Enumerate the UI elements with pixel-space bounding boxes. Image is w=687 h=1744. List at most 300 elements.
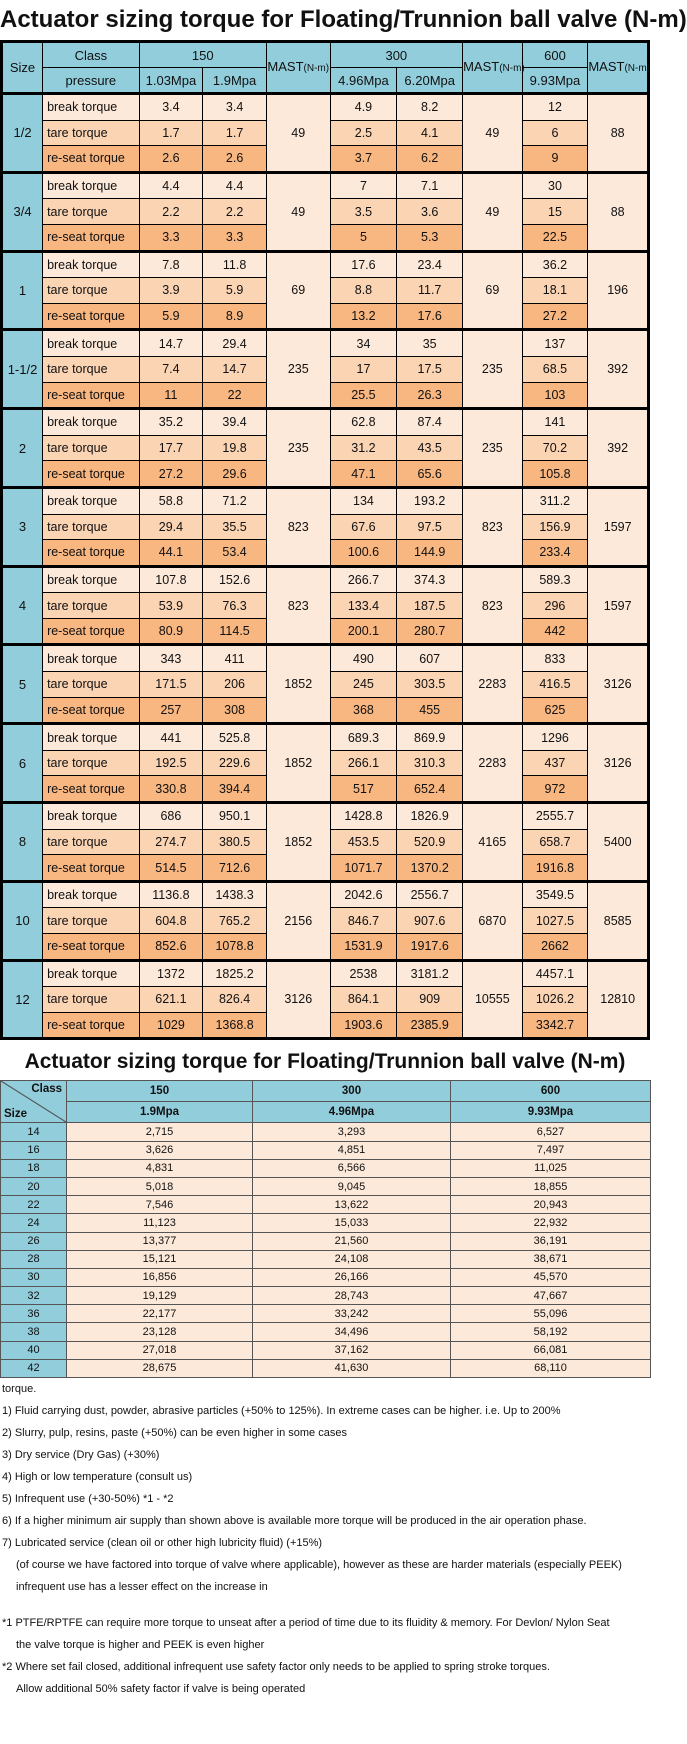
torque-value: 34 — [330, 330, 397, 357]
torque-value: 589.3 — [522, 566, 588, 593]
torque-value: 520.9 — [397, 829, 463, 855]
mast-value: 2283 — [463, 645, 523, 724]
torque-value: 5.9 — [139, 303, 203, 330]
torque-value: 44.1 — [139, 540, 203, 567]
torque-value: 311.2 — [522, 487, 588, 514]
header-pressure-4-96: 4.96Mpa — [253, 1102, 451, 1123]
torque-value: 229.6 — [203, 750, 267, 776]
torque-type-label: re-seat torque — [43, 618, 140, 645]
header-class-300: 300 — [330, 42, 462, 68]
torque-value: 23,128 — [67, 1323, 253, 1341]
torque-value: 14.7 — [139, 330, 203, 357]
torque-value: 26,166 — [253, 1268, 451, 1286]
mast-value: 196 — [588, 251, 649, 330]
torque-value: 607 — [397, 645, 463, 672]
table-row — [2, 330, 649, 357]
torque-type-label: break torque — [43, 724, 140, 751]
mast-value: 6870 — [463, 881, 523, 960]
torque-value: 2042.6 — [330, 881, 397, 908]
torque-value: 105.8 — [522, 461, 588, 488]
torque-value: 26.3 — [397, 382, 463, 409]
torque-value: 2556.7 — [397, 881, 463, 908]
torque-value: 274.7 — [139, 829, 203, 855]
torque-value: 62.8 — [330, 409, 397, 436]
torque-type-label: re-seat torque — [43, 224, 140, 251]
torque-value: 19,129 — [67, 1287, 253, 1305]
table-row — [2, 724, 649, 751]
torque-value: 141 — [522, 409, 588, 436]
torque-value: 193.2 — [397, 487, 463, 514]
mast-value: 10555 — [463, 960, 523, 1039]
mast-value: 2283 — [463, 724, 523, 803]
header-class-150: 150 — [139, 42, 266, 68]
size-cell: 40 — [1, 1341, 67, 1359]
torque-value: 3.9 — [139, 278, 203, 304]
table-row — [2, 645, 649, 672]
header-pressure-9-93: 9.93Mpa — [451, 1102, 651, 1123]
torque-value: 15 — [522, 199, 588, 225]
size-cell: 26 — [1, 1232, 67, 1250]
torque-value: 625 — [522, 697, 588, 724]
torque-table-small-sizes — [0, 40, 650, 1040]
size-cell: 14 — [1, 1123, 67, 1141]
torque-value: 2.2 — [139, 199, 203, 225]
torque-value: 3.3 — [203, 224, 267, 251]
header-mast-600: MAST(N-m) — [588, 42, 649, 94]
header-mast-300: MAST(N-m) — [463, 42, 523, 94]
torque-value: 134 — [330, 487, 397, 514]
torque-value: 4.1 — [397, 120, 463, 146]
table-row — [2, 172, 649, 199]
torque-type-label: tare torque — [43, 356, 140, 382]
torque-value: 233.4 — [522, 540, 588, 567]
torque-value: 7,497 — [451, 1141, 651, 1159]
torque-value: 65.6 — [397, 461, 463, 488]
torque-value: 21,560 — [253, 1232, 451, 1250]
torque-value: 2662 — [522, 934, 588, 961]
torque-value: 5,018 — [67, 1177, 253, 1195]
torque-type-label: tare torque — [43, 750, 140, 776]
torque-value: 152.6 — [203, 566, 267, 593]
table-row — [1, 1359, 651, 1377]
torque-value: 58.8 — [139, 487, 203, 514]
torque-type-label: tare torque — [43, 672, 140, 698]
torque-value: 658.7 — [522, 829, 588, 855]
torque-value: 97.5 — [397, 514, 463, 540]
torque-type-label: break torque — [43, 94, 140, 121]
torque-value: 1136.8 — [139, 881, 203, 908]
torque-type-label: break torque — [43, 566, 140, 593]
mast-value: 3126 — [266, 960, 330, 1039]
mast-value: 1852 — [266, 724, 330, 803]
torque-value: 2.2 — [203, 199, 267, 225]
header-pressure-9-93: 9.93Mpa — [522, 68, 588, 94]
torque-value: 1428.8 — [330, 803, 397, 830]
torque-value: 441 — [139, 724, 203, 751]
size-cell: 24 — [1, 1214, 67, 1232]
header-class-600: 600 — [522, 42, 588, 68]
torque-value: 28,743 — [253, 1287, 451, 1305]
torque-value: 15,033 — [253, 1214, 451, 1232]
torque-value: 14.7 — [203, 356, 267, 382]
torque-value: 35.2 — [139, 409, 203, 436]
header-pressure-1-03: 1.03Mpa — [139, 68, 203, 94]
note-4: 4) High or low temperature (consult us) — [2, 1471, 193, 1483]
size-cell: 8 — [2, 803, 43, 882]
torque-value: 76.3 — [203, 593, 267, 619]
table-row — [1, 1141, 651, 1159]
torque-value: 71.2 — [203, 487, 267, 514]
notes — [0, 1378, 650, 1700]
size-cell: 5 — [2, 645, 43, 724]
size-cell: 12 — [2, 960, 43, 1039]
torque-value: 852.6 — [139, 934, 203, 961]
size-cell: 3 — [2, 487, 43, 566]
torque-value: 437 — [522, 750, 588, 776]
torque-value: 330.8 — [139, 776, 203, 803]
size-cell: 4 — [2, 566, 43, 645]
torque-value: 206 — [203, 672, 267, 698]
size-cell: 32 — [1, 1287, 67, 1305]
torque-value: 103 — [522, 382, 588, 409]
torque-value: 4,831 — [67, 1159, 253, 1177]
torque-value: 6.2 — [397, 146, 463, 173]
torque-type-label: break torque — [43, 251, 140, 278]
torque-value: 525.8 — [203, 724, 267, 751]
torque-table-large-sizes — [0, 1080, 651, 1378]
torque-value: 13,622 — [253, 1196, 451, 1214]
mast-value: 69 — [266, 251, 330, 330]
torque-value: 192.5 — [139, 750, 203, 776]
mast-value: 88 — [588, 94, 649, 173]
torque-type-label: break torque — [43, 803, 140, 830]
torque-value: 34,496 — [253, 1323, 451, 1341]
size-cell: 20 — [1, 1177, 67, 1195]
torque-type-label: tare torque — [43, 829, 140, 855]
table-row — [1, 1287, 651, 1305]
table-row — [1, 1250, 651, 1268]
mast-value: 235 — [463, 409, 523, 488]
header-class-300: 300 — [253, 1081, 451, 1102]
torque-value: 13,377 — [67, 1232, 253, 1250]
mast-value: 69 — [463, 251, 523, 330]
size-cell: 1/2 — [2, 94, 43, 173]
footnote-1: *1 PTFE/RPTFE can require more torque to unseat after a period of time due to its fluidity & memory. For Devlon/ Nylon Seat — [2, 1617, 610, 1629]
torque-value: 156.9 — [522, 514, 588, 540]
torque-value: 4.9 — [330, 94, 397, 121]
table-row — [2, 487, 649, 514]
torque-value: 87.4 — [397, 409, 463, 436]
table-row — [2, 566, 649, 593]
size-cell: 18 — [1, 1159, 67, 1177]
mast-value: 12810 — [588, 960, 649, 1039]
torque-value: 41,630 — [253, 1359, 451, 1377]
torque-value: 950.1 — [203, 803, 267, 830]
mast-value: 823 — [463, 566, 523, 645]
torque-value: 2538 — [330, 960, 397, 987]
torque-type-label: re-seat torque — [43, 1012, 140, 1039]
torque-value: 13.2 — [330, 303, 397, 330]
torque-type-label: tare torque — [43, 120, 140, 146]
mast-value: 235 — [463, 330, 523, 409]
torque-value: 53.9 — [139, 593, 203, 619]
torque-value: 864.1 — [330, 987, 397, 1013]
size-cell: 10 — [2, 881, 43, 960]
header-class-size-corner — [1, 1081, 67, 1123]
torque-value: 686 — [139, 803, 203, 830]
torque-value: 1027.5 — [522, 908, 588, 934]
torque-value: 171.5 — [139, 672, 203, 698]
torque-value: 22,177 — [67, 1305, 253, 1323]
torque-value: 9,045 — [253, 1177, 451, 1195]
note-3: 3) Dry service (Dry Gas) (+30%) — [2, 1449, 160, 1461]
torque-value: 1029 — [139, 1012, 203, 1039]
torque-value: 1825.2 — [203, 960, 267, 987]
size-cell: 36 — [1, 1305, 67, 1323]
torque-value: 280.7 — [397, 618, 463, 645]
torque-value: 689.3 — [330, 724, 397, 751]
table-row — [1, 1305, 651, 1323]
header-pressure-6-20: 6.20Mpa — [397, 68, 463, 94]
torque-value: 907.6 — [397, 908, 463, 934]
torque-value: 8.8 — [330, 278, 397, 304]
torque-value: 416.5 — [522, 672, 588, 698]
table-row — [1, 1196, 651, 1214]
torque-type-label: re-seat torque — [43, 540, 140, 567]
size-cell: 42 — [1, 1359, 67, 1377]
note-7-detail-2: infrequent use has a lesser effect on the increase in — [16, 1581, 268, 1593]
mast-value: 4165 — [463, 803, 523, 882]
torque-value: 187.5 — [397, 593, 463, 619]
torque-type-label: tare torque — [43, 435, 140, 461]
footnote-2-cont: Allow additional 50% safety factor if valve is being operated — [16, 1683, 306, 1695]
header-pressure: pressure — [43, 68, 140, 94]
table-row — [2, 94, 649, 121]
torque-value: 67.6 — [330, 514, 397, 540]
torque-value: 29.6 — [203, 461, 267, 488]
torque-value: 9 — [522, 146, 588, 173]
torque-value: 4457.1 — [522, 960, 588, 987]
mast-value: 49 — [266, 94, 330, 173]
table-row — [1, 1341, 651, 1359]
torque-value: 343 — [139, 645, 203, 672]
torque-value: 38,671 — [451, 1250, 651, 1268]
table-row — [2, 960, 649, 987]
torque-value: 2.6 — [203, 146, 267, 173]
torque-value: 1071.7 — [330, 855, 397, 882]
torque-value: 368 — [330, 697, 397, 724]
torque-value: 1368.8 — [203, 1012, 267, 1039]
torque-value: 28,675 — [67, 1359, 253, 1377]
torque-value: 17.5 — [397, 356, 463, 382]
torque-type-label: re-seat torque — [43, 855, 140, 882]
torque-value: 27.2 — [522, 303, 588, 330]
torque-value: 43.5 — [397, 435, 463, 461]
table-row — [2, 803, 649, 830]
size-cell: 6 — [2, 724, 43, 803]
torque-value: 3.4 — [203, 94, 267, 121]
note-2: 2) Slurry, pulp, resins, paste (+50%) can be even higher in some cases — [2, 1427, 347, 1439]
torque-value: 1531.9 — [330, 934, 397, 961]
mast-value: 392 — [588, 330, 649, 409]
torque-value: 70.2 — [522, 435, 588, 461]
torque-type-label: tare torque — [43, 987, 140, 1013]
torque-value: 833 — [522, 645, 588, 672]
torque-value: 3.5 — [330, 199, 397, 225]
torque-value: 1438.3 — [203, 881, 267, 908]
torque-value: 11.7 — [397, 278, 463, 304]
torque-value: 517 — [330, 776, 397, 803]
torque-value: 411 — [203, 645, 267, 672]
size-cell: 2 — [2, 409, 43, 488]
header-pressure-1-9: 1.9Mpa — [203, 68, 267, 94]
header-mast-150: MAST(N-m) — [266, 42, 330, 94]
torque-value: 3,626 — [67, 1141, 253, 1159]
table-row — [1, 1323, 651, 1341]
torque-value: 1917.6 — [397, 934, 463, 961]
mast-value: 823 — [463, 487, 523, 566]
torque-value: 972 — [522, 776, 588, 803]
torque-value: 133.4 — [330, 593, 397, 619]
torque-value: 257 — [139, 697, 203, 724]
table-row — [1, 1177, 651, 1195]
torque-value: 18,855 — [451, 1177, 651, 1195]
torque-value: 4,851 — [253, 1141, 451, 1159]
torque-type-label: re-seat torque — [43, 697, 140, 724]
mast-value: 3126 — [588, 645, 649, 724]
torque-type-label: re-seat torque — [43, 382, 140, 409]
torque-value: 36.2 — [522, 251, 588, 278]
torque-type-label: tare torque — [43, 514, 140, 540]
torque-value: 11,025 — [451, 1159, 651, 1177]
torque-value: 68,110 — [451, 1359, 651, 1377]
torque-value: 3.3 — [139, 224, 203, 251]
torque-value: 455 — [397, 697, 463, 724]
table-row — [1, 1123, 651, 1141]
torque-value: 621.1 — [139, 987, 203, 1013]
torque-value: 27,018 — [67, 1341, 253, 1359]
torque-value: 27.2 — [139, 461, 203, 488]
torque-value: 30 — [522, 172, 588, 199]
note-7: 7) Lubricated service (clean oil or other high lubricity fluid) (+15%) — [2, 1537, 323, 1549]
torque-value: 114.5 — [203, 618, 267, 645]
torque-value: 107.8 — [139, 566, 203, 593]
table-row — [2, 251, 649, 278]
torque-value: 6,566 — [253, 1159, 451, 1177]
torque-value: 6,527 — [451, 1123, 651, 1141]
torque-value: 137 — [522, 330, 588, 357]
torque-value: 3.7 — [330, 146, 397, 173]
torque-value: 35 — [397, 330, 463, 357]
torque-value: 18.1 — [522, 278, 588, 304]
mast-value: 823 — [266, 566, 330, 645]
torque-value: 4.4 — [203, 172, 267, 199]
torque-value: 7,546 — [67, 1196, 253, 1214]
torque-value: 3549.5 — [522, 881, 588, 908]
torque-value: 47,667 — [451, 1287, 651, 1305]
torque-value: 296 — [522, 593, 588, 619]
header-size: Size — [2, 42, 43, 94]
torque-value: 1.7 — [139, 120, 203, 146]
torque-type-label: re-seat torque — [43, 303, 140, 330]
torque-value: 17.6 — [330, 251, 397, 278]
mast-value: 49 — [463, 172, 523, 251]
size-cell: 3/4 — [2, 172, 43, 251]
mast-value: 823 — [266, 487, 330, 566]
table-row — [2, 409, 649, 436]
mast-value: 1852 — [266, 803, 330, 882]
note-7-detail: (of course we have factored into torque of valve where applicable), however as these are harder materials (especially PEEK) — [16, 1559, 622, 1571]
torque-value: 266.1 — [330, 750, 397, 776]
note-6: 6) If a higher minimum air supply than shown above is available more torque will be produced in the air operation phase. — [2, 1515, 587, 1527]
torque-value: 3181.2 — [397, 960, 463, 987]
torque-type-label: break torque — [43, 172, 140, 199]
torque-type-label: break torque — [43, 960, 140, 987]
torque-value: 23.4 — [397, 251, 463, 278]
torque-value: 16,856 — [67, 1268, 253, 1286]
mast-value: 5400 — [588, 803, 649, 882]
header-size: Size — [4, 1108, 28, 1121]
torque-value: 869.9 — [397, 724, 463, 751]
torque-value: 308 — [203, 697, 267, 724]
torque-value: 3,293 — [253, 1123, 451, 1141]
mast-value: 1597 — [588, 487, 649, 566]
mast-value: 49 — [266, 172, 330, 251]
note-5: 5) Infrequent use (+30-50%) *1 - *2 — [2, 1493, 174, 1505]
torque-type-label: break torque — [43, 645, 140, 672]
torque-value: 11,123 — [67, 1214, 253, 1232]
torque-value: 47.1 — [330, 461, 397, 488]
table-row — [1, 1232, 651, 1250]
size-cell: 28 — [1, 1250, 67, 1268]
table-row — [2, 881, 649, 908]
torque-value: 22.5 — [522, 224, 588, 251]
torque-value: 5.9 — [203, 278, 267, 304]
torque-value: 310.3 — [397, 750, 463, 776]
torque-type-label: break torque — [43, 330, 140, 357]
size-cell: 22 — [1, 1196, 67, 1214]
torque-value: 58,192 — [451, 1323, 651, 1341]
torque-value: 6 — [522, 120, 588, 146]
torque-value: 200.1 — [330, 618, 397, 645]
torque-value: 37,162 — [253, 1341, 451, 1359]
torque-value: 5 — [330, 224, 397, 251]
note-torque: torque. — [2, 1383, 37, 1395]
torque-value: 7.4 — [139, 356, 203, 382]
torque-value: 1078.8 — [203, 934, 267, 961]
torque-value: 29.4 — [139, 514, 203, 540]
torque-value: 765.2 — [203, 908, 267, 934]
torque-type-label: break torque — [43, 487, 140, 514]
mast-value: 88 — [588, 172, 649, 251]
header-class: Class — [31, 1083, 62, 1096]
torque-value: 1296 — [522, 724, 588, 751]
torque-value: 100.6 — [330, 540, 397, 567]
torque-value: 53.4 — [203, 540, 267, 567]
torque-value: 1903.6 — [330, 1012, 397, 1039]
torque-value: 2,715 — [67, 1123, 253, 1141]
torque-value: 11.8 — [203, 251, 267, 278]
mast-value: 392 — [588, 409, 649, 488]
torque-value: 144.9 — [397, 540, 463, 567]
torque-value: 35.5 — [203, 514, 267, 540]
torque-value: 8.2 — [397, 94, 463, 121]
torque-value: 66,081 — [451, 1341, 651, 1359]
torque-value: 1372 — [139, 960, 203, 987]
torque-value: 909 — [397, 987, 463, 1013]
torque-value: 8.9 — [203, 303, 267, 330]
torque-value: 7 — [330, 172, 397, 199]
